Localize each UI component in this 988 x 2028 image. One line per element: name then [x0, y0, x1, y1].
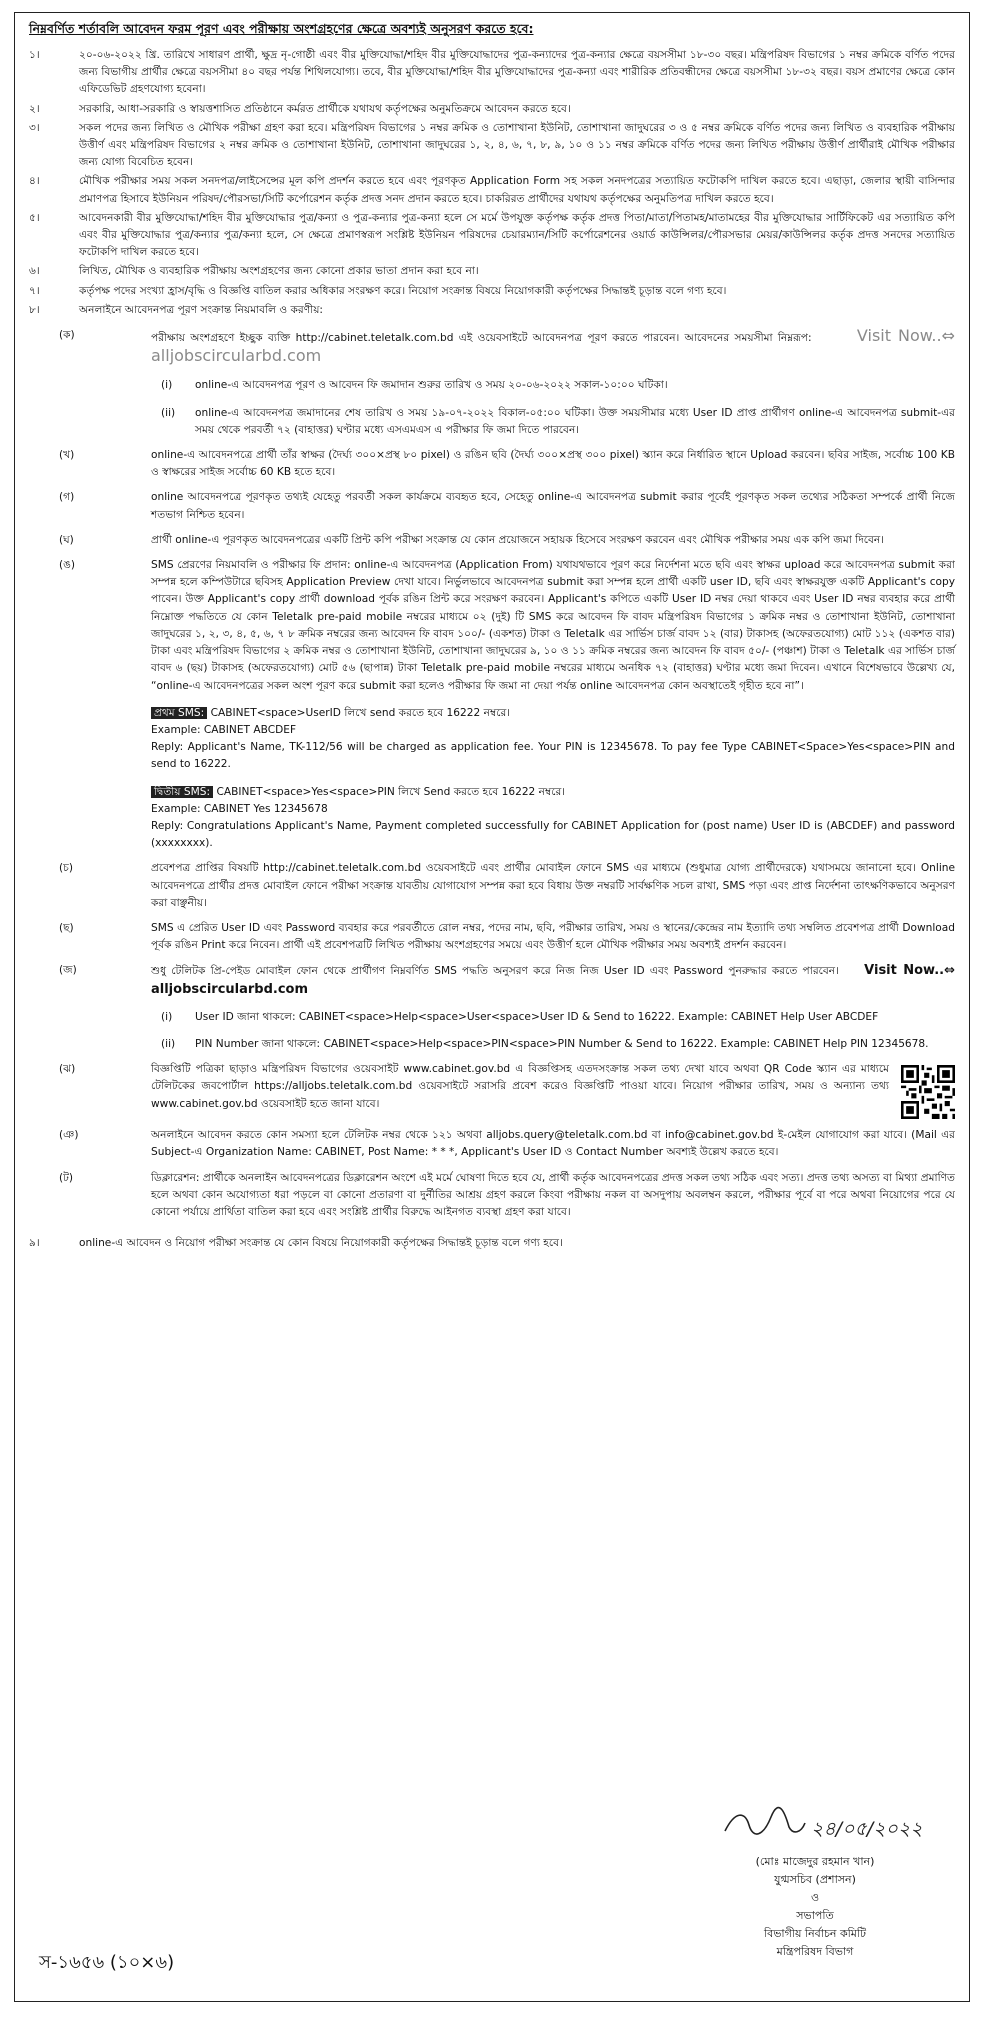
sub-item-kha: [29, 447, 955, 481]
signatory-committee: বিভাগীয় নির্বাচন কমিটি: [763, 1927, 867, 1940]
roman-label: (i): [161, 379, 173, 392]
watermark-text: Visit Now..⇔ alljobscircularbd.com: [151, 326, 955, 366]
sub-text: পরীক্ষায় অংশগ্রহণে ইচ্ছুক ব্যক্তি http://cabinet.teletalk.com.bd এই ওয়েবসাইটে আবেদনপত্র পূরণ করতে পারবেন। আবেদনের সময়সীমা নিম্নরূপ:: [151, 332, 812, 345]
sms-example: Example: CABINET Yes 12345678: [151, 802, 328, 815]
sub-label: (ঝ): [59, 1063, 76, 1076]
footer-code: স-১৬৫৬ (১০×৬): [39, 1952, 175, 1973]
list-item: [29, 283, 955, 300]
sub-text: অনলাইনে আবেদন করতে কোন সমস্যা হলে টেলিটক নম্বর থেকে ১২১ অথবা alljobs.query@teletalk.com.bd বা info@cabinet.gov.bd ই-মেইল যোগাযোগ করা যাবে। (Mail এর Subject-এ Organization Name: CABINET, Post Name: * * *, Applicant's User ID ও Contact Number অবশ্যই উল্লেখ করতে হবে।: [151, 1129, 955, 1159]
item-number: ৩।: [29, 121, 40, 134]
sub-item-chha: [29, 920, 955, 954]
watermark-text: Visit Now..⇔ alljobscircularbd.com: [151, 963, 955, 997]
signatory-designation: যুগ্মসচিব (প্রশাসন): [774, 1873, 856, 1886]
sub-item-ja: [29, 962, 955, 1053]
sub-text: প্রার্থী online-এ পূরণকৃত আবেদনপত্রের একটি প্রিন্ট কপি পরীক্ষা সংক্রান্ত যে কোন প্রয়োজনে সহায়ক হিসেবে সংরক্ষণ করবেন এবং মৌখিক পরীক্ষার সময় এক কপি জমা দিবেন।: [151, 533, 885, 546]
sub-item-jha: [29, 1061, 955, 1119]
sub-item-umo: [29, 557, 955, 852]
roman-text: online-এ আবেদনপত্র জমাদানের শেষ তারিখ ও সময় ১৯-০৭-২০২২ বিকাল-০৫:০০ ঘটিকা। উক্ত সময়সীমার মধ্যে User ID প্রাপ্ত প্রার্থীগণ online-এ আবেদনপত্র submit-এর সময় থেকে পরবর্তী ৭২ (বাহাত্তর) ঘণ্টার মধ্যে এসএমএস এ পরীক্ষার ফি জমা দিতে পারবেন।: [195, 406, 955, 436]
sms-example: Example: CABINET ABCDEF: [151, 723, 297, 736]
sub-text: শুধু টেলিটক প্রি-পেইড মোবাইল ফোন থেকে প্রার্থীগণ নিম্নবর্ণিত SMS পদ্ধতি অনুসরণ করে নিজ নিজ User ID এবং Password পুনরুদ্ধার করতে পারবেন।: [151, 965, 839, 978]
signature-date: ২৪/০৫/২০২২: [811, 1818, 923, 1840]
list-item: [29, 302, 955, 319]
item-text: সকল পদের জন্য লিখিত ও মৌখিক পরীক্ষা গ্রহণ করা হবে। মন্ত্রিপরিষদ বিভাগের ১ নম্বর ক্রমিক ও তোশাখানা ইউনিট, তোশাখানা জাদুঘরের ৩ ও ৫ নম্বর ক্রমিকে বর্ণিত পদের জন্য লিখিত ও ব্যবহারিক পরীক্ষায় উত্তীর্ণ এবং মন্ত্রিপরিষদ বিভাগের ২ নম্বর ক্রমিক ও তোশাখানা ইউনিট, তোশাখানা জাদুঘরের ১, ২, ৪, ৬, ৭, ৮, ৯, ১০ ও ১১ নম্বর ক্রমিকে বর্ণিত পদের জন্য লিখিত পরীক্ষায় উত্তীর্ণ প্রার্থীরাই মৌখিক পরীক্ষার জন্য যোগ্য বিবেচিত হবেন।: [79, 121, 955, 169]
handwritten-signature: [705, 1803, 925, 1847]
item-number: ৫।: [29, 211, 40, 224]
sub-label: (জ): [59, 964, 77, 977]
sub-label: (ঞ): [59, 1129, 79, 1142]
sub-label: (ঙ): [59, 559, 76, 572]
sub-item-cha: [29, 860, 955, 912]
sms-reply: Reply: Congratulations Applicant's Name, Payment completed successfully for CABINET Application for (post name) User ID is (ABCDEF) and password (xxxxxxxx).: [151, 819, 955, 850]
item-text: লিখিত, মৌখিক ও ব্যবহারিক পরীক্ষায় অংশগ্রহণের জন্য কোনো প্রকার ভাতা প্রদান করা হবে না।: [79, 265, 479, 278]
sub-item-gha: [29, 532, 955, 549]
item-text: আবেদনকারী বীর মুক্তিযোদ্ধা/শহিদ বীর মুক্তিযোদ্ধার পুত্র/কন্যা ও পুত্র-কন্যার পুত্র-কন্যা হলে সে মর্মে উপযুক্ত কর্তৃপক্ষ কর্তৃক প্রদত্ত পিতা/মাতা/পিতামহ/মাতামহের বীর মুক্তিযোদ্ধার সার্টিফিকেট এর সত্যায়িত কপি এবং বীর মুক্তিযোদ্ধার পুত্র/কন্যার পুত্র/কন্যা হলে, সে ক্ষেত্রে প্রমাণস্বরূপ সংশ্লিষ্ট ইউনিয়ন পরিষদের চেয়ারম্যান/সিটি কর্পোরেশনের ওয়ার্ড কাউন্সিলর/পৌরসভার মেয়র/কাউন্সিলর কর্তৃক প্রদত্ত সনদের সত্যায়িত ফটোকপি দাখিল করতে হবে।: [79, 211, 955, 259]
roman-text: online-এ আবেদনপত্র পূরণ ও আবেদন ফি জমাদান শুরুর তারিখ ও সময় ২০-০৬-২০২২ সকাল-১০:০০ ঘটিকা।: [195, 379, 668, 392]
roman-item: [151, 377, 955, 394]
sub-label: (গ): [59, 491, 75, 504]
item-text: কর্তৃপক্ষ পদের সংখ্যা হ্রাস/বৃদ্ধি ও বিজ্ঞপ্তি বাতিল করার অধিকার সংরক্ষণ করে। নিয়োগ সংক্রান্ত বিষয়ে নিয়োগকারী কর্তৃপক্ষের সিদ্ধান্তই চূড়ান্ত বলে গণ্য হবে।: [79, 284, 727, 297]
signatory-name: (মোঃ মাজেদুর রহমান খান): [755, 1855, 875, 1868]
sms-command: CABINET<space>Yes<space>PIN লিখে Send করতে হবে 16222 নম্বরে।: [216, 785, 566, 798]
sms-command: CABINET<space>UserID লিখে send করতে হবে 16222 নম্বরে।: [210, 706, 511, 719]
roman-item: [151, 1036, 955, 1053]
sub-text: SMS প্রেরণের নিয়মাবলি ও পরীক্ষার ফি প্রদান: online-এ আবেদনপত্র (Application From) যথাযথভাবে পূরণ করে নির্দেশনা মতে ছবি এবং স্বাক্ষর upload করে আবেদনপত্র submit করা সম্পন্ন হলে কম্পিউটারে ছবিসহ Application Preview দেখা যাবে। নির্ভুলভাবে আবেদনপত্র submit করা সম্পন্ন হলে প্রার্থী একটি user ID, ছবি এবং স্বাক্ষরযুক্ত একটি Applicant's copy পাবেন। উক্ত Applicant's copy প্রার্থী download পূর্বক রঙিন প্রিন্ট করে সংরক্ষণ করবেন। Applicant's কপিতে একটি User ID নম্বর দেয়া থাকবে এবং User ID নম্বর ব্যবহার করে প্রার্থী নিম্নোক্ত পদ্ধতিতে যে কোন Teletalk pre-paid mobile নম্বরের মাধ্যমে ০২ (দুই) টি SMS করে আবেদন ফি বাবদ মন্ত্রিপরিষদ বিভাগের ১ ক্রমিক নম্বর ও তোশাখানা ইউনিট, তোশাখানা জাদুঘরের ১, ২, ৩, ৪, ৫, ৬, ৭ ৮ ক্রমিক নম্বরের জন্য আবেদন ফি বাবদ ১০০/- (একশত) টাকা ও Teletalk এর সার্ভিস চার্জ বাবদ ১২ (বার) টাকাসহ (অফেরতযোগ্য) মোট ১১২ (একশত বার) টাকা এবং মন্ত্রিপরিষদ বিভাগের ২ ক্রমিক নম্বর ও তোশাখানা ইউনিট, তোশাখানা জাদুঘরের ৯, ১০ ও ১১ ক্রমিক নম্বরের জন্য আবেদন ফি বাবদ ৫০/- (পঞ্চাশ) টাকা ও Teletalk এর সার্ভিস চার্জ বাবদ ৬ (ছয়) টাকাসহ (অফেরতযোগ্য) মোট ৫৬ (ছাপান্ন) টাকা Teletalk pre-paid mobile নম্বরের মাধ্যমে অনধিক ৭২ (বাহাত্তর) ঘণ্টার মধ্যে জমা দিবেন। এখানে বিশেষভাবে উল্লেখ্য যে, “online-এ আবেদনপত্রের সকল অংশ পূরণ করে submit করা হলেও পরীক্ষার ফি জমা না দেয়া পর্যন্ত online আবেদনপত্র কোন অবস্থাতেই গৃহীত হবে না”।: [151, 559, 955, 692]
signatory-role: সভাপতি: [796, 1909, 834, 1922]
sub-item-ga: [29, 489, 955, 523]
list-item: [29, 263, 955, 280]
roman-item: [151, 405, 955, 439]
sub-label: (চ): [59, 862, 73, 875]
list-item: [29, 101, 955, 118]
item-text: মৌখিক পরীক্ষার সময় সকল সনদপত্র/লাইসেন্সের মূল কপি প্রদর্শন করতে হবে এবং পূরণকৃত Application Form সহ সকল সনদপত্রের সত্যায়িত ফটোকপি দাখিল করতে হবে। এছাড়া, জেলার স্থায়ী বাসিন্দার প্রমাণপত্র হিসাবে ইউনিয়ন পরিষদ/পৌরসভা/সিটি কর্পোরেশন কর্তৃক প্রদত্ত সনদ প্রদান করতে হবে। চাকরিরত প্রার্থীদের যথাযথ কর্তৃপক্ষের অনুমতিপত্র দাখিল করতে হবে।: [79, 175, 955, 205]
roman-text: PIN Number জানা থাকলে: CABINET<space>Help<space>PIN<space>PIN Number & Send to 16222. Example: CABINET Help PIN 12345678.: [195, 1037, 929, 1050]
sub-text: SMS এ প্রেরিত User ID এবং Password ব্যবহার করে পরবর্তীতে রোল নম্বর, পদের নাম, ছবি, পরীক্ষার তারিখ, সময় ও স্থানের/কেন্দ্রের নাম ইত্যাদি তথ্য সম্বলিত প্রবেশপত্র প্রার্থী Download পূর্বক রঙিন Print করে নিবেন। প্রার্থী এই প্রবেশপত্রটি লিখিত পরীক্ষায় অংশগ্রহণের সময়ে এবং উত্তীর্ণ হলে মৌখিক পরীক্ষার সময় অবশ্যই প্রদর্শন করবেন।: [151, 921, 955, 952]
item-number: ৮।: [29, 303, 40, 316]
sub-item-ka: [29, 327, 955, 439]
circular-page: [14, 12, 970, 2002]
sub-label: (ট): [59, 1171, 74, 1184]
list-item: [29, 1235, 955, 1252]
item-number: ১।: [29, 49, 40, 61]
item-number: ৬।: [29, 265, 40, 278]
item-number: ৭।: [29, 284, 40, 297]
sub-text: প্রবেশপত্র প্রাপ্তির বিষয়টি http://cabinet.teletalk.com.bd ওয়েবসাইটে এবং প্রার্থীর মোবাইল ফোনে SMS এর মাধ্যমে (শুধুমাত্র যোগ্য প্রার্থীদেরকে) যথাসময়ে জানানো হবে। Online আবেদনপত্রে প্রার্থীর প্রদত্ত মোবাইল ফোনে পরীক্ষা সংক্রান্ত যাবতীয় যোগাযোগ সম্পন্ন করা হবে বিধায় উক্ত নম্বরটি সার্বক্ষণিক সচল রাখা, SMS পড়া এবং প্রাপ্ত নির্দেশনা তাৎক্ষণিকভাবে অনুসরণ করা বাঞ্ছনীয়।: [151, 862, 955, 909]
sub-label: (ছ): [59, 921, 74, 934]
sms-second-block: [151, 784, 955, 853]
roman-label: (i): [161, 1010, 173, 1023]
sub-text: বিজ্ঞপ্তিটি পত্রিকা ছাড়াও মন্ত্রিপরিষদ বিভাগের ওয়েবসাইট www.cabinet.gov.bd এ বিজ্ঞপ্তিসহ এতদসংক্রান্ত সকল তথ্য দেখা যাবে অথবা QR Code স্ক্যান এর মাধ্যমে টেলিটকের জবপোর্টাল https://alljobs.teletalk.com.bd ওয়েবসাইটে সরাসরি প্রবেশ করেও বিজ্ঞপ্তিটি পাওয়া যাবে। নিয়োগ পরীক্ষার তারিখ, সময় ও অন্যান্য তথ্য www.cabinet.gov.bd ওয়েবসাইট হতে জানা যাবে।: [151, 1063, 889, 1110]
roman-text: User ID জানা থাকলে: CABINET<space>Help<space>User<space>User ID & Send to 16222. Example: CABINET Help User ABCDEF: [195, 1010, 879, 1023]
roman-item: [151, 1009, 955, 1026]
item-text: অনলাইনে আবেদনপত্র পূরণ সংক্রান্ত নিয়মাবলি ও করণীয়:: [79, 303, 323, 316]
sms-tag: দ্বিতীয় SMS:: [151, 786, 213, 798]
roman-label: (ii): [161, 406, 176, 419]
list-item: [29, 120, 955, 172]
sms-reply: Reply: Applicant's Name, TK-112/56 will be charged as application fee. Your PIN is 12345678. To pay fee Type CABINET<Space>Yes<space>PIN and send to 16222.: [151, 741, 955, 771]
list-item: [29, 210, 955, 262]
page-title: নিম্নবর্ণিত শর্তাবলি আবেদন ফরম পূরণ এবং পরীক্ষায় অংশগ্রহণের ক্ষেত্রে অবশ্যই অনুসরণ করতে হবে:: [29, 21, 534, 36]
sub-text: ডিক্লারেশন: প্রার্থীকে অনলাইন আবেদনপত্রের ডিক্লারেশন অংশে এই মর্মে ঘোষণা দিতে হবে যে, প্রার্থী কর্তৃক আবেদনপত্রের প্রদত্ত সকল তথ্য সঠিক এবং সত্য। প্রদত্ত তথ্য অসত্য বা মিথ্যা প্রমাণিত হলে অথবা কোন অযোগ্যতা ধরা পড়লে বা কোনো প্রতারণা বা দুর্নীতির আশ্রয় গ্রহণ করলে কিংবা পরীক্ষায় নকল বা অসদুপায় অবলম্বন করলে, পরীক্ষার পূর্বে বা পরে অথবা নিয়োগের পরে যে কোনো পর্যায়ে প্রার্থিতা বাতিল করা হবে এবং সংশ্লিষ্ট প্রার্থীর বিরুদ্ধে আইনগত ব্যবস্থা গ্রহণ করা যাবে।: [151, 1171, 955, 1218]
item-number: ৯।: [29, 1237, 40, 1250]
item-text: online-এ আবেদন ও নিয়োগ পরীক্ষা সংক্রান্ত যে কোন বিষয়ে নিয়োগকারী কর্তৃপক্ষের সিদ্ধান্তই চূড়ান্ত বলে গণ্য হবে।: [79, 1237, 563, 1250]
sub-item-ta: [29, 1170, 955, 1222]
sub-label: (ক): [59, 329, 75, 342]
roman-label: (ii): [161, 1037, 176, 1050]
qr-code-icon[interactable]: [901, 1065, 955, 1119]
signatory-and: ও: [810, 1891, 820, 1904]
sms-tag: প্রথম SMS:: [151, 707, 207, 719]
sms-first-block: [151, 705, 955, 774]
sub-text: online আবেদনপত্রে পূরণকৃত তথ্যই যেহেতু পরবর্তী সকল কার্যক্রমে ব্যবহৃত হবে, সেহেতু online-এ আবেদনপত্র submit করার পূর্বেই পূরণকৃত সকল তথ্যের সঠিকতা সম্পর্কে প্রার্থী নিজে শতভাগ নিশ্চিত হবেন।: [151, 491, 955, 521]
sub-label: (খ): [59, 449, 75, 462]
sub-label: (ঘ): [59, 533, 74, 546]
item-text: সরকারি, আধা-সরকারি ও স্বায়ত্তশাসিত প্রতিষ্ঠানে কর্মরত প্রার্থীকে যথাযথ কর্তৃপক্ষের অনুমতিক্রমে আবেদন করতে হবে।: [79, 102, 571, 115]
numbered-list: [29, 47, 955, 319]
list-item: [29, 47, 955, 99]
sub-item-nio: [29, 1127, 955, 1161]
signatory-department: মন্ত্রিপরিষদ বিভাগ: [776, 1945, 854, 1958]
item-text: ২০-০৬-২০২২ খ্রি. তারিখে সাধারণ প্রার্থী, ক্ষুদ্র নৃ-গোষ্ঠী এবং বীর মুক্তিযোদ্ধা/শহিদ বীর মুক্তিযোদ্ধাদের পুত্র-কন্যাদের পুত্র-কন্যার ক্ষেত্রে বয়সসীমা ১৮-৩০ বছর। মন্ত্রিপরিষদ বিভাগের ১ নম্বর ক্রমিকে বর্ণিত পদের জন্য বিভাগীয় প্রার্থীর ক্ষেত্রে বয়সসীমা ৪০ বছর পর্যন্ত শিথিলযোগ্য। তবে, বীর মুক্তিযোদ্ধা/শহিদ বীর মুক্তিযোদ্ধাদের পুত্র-কন্যা এবং শারীরিক প্রতিবন্ধীদের ক্ষেত্রে বয়সসীমা ১৮-৩২ বছর। বয়স প্রমাণের ক্ষেত্রে কোন এফিডেভিট গ্রহণযোগ্য হবেনা।: [79, 49, 955, 96]
item-number: ২।: [29, 102, 40, 115]
list-item: [29, 173, 955, 207]
sub-text: online-এ আবেদনপত্রে প্রার্থী তাঁর স্বাক্ষর (দৈর্ঘ্য ৩০০×প্রস্থ ৮০ pixel) ও রঙিন ছবি (দৈর্ঘ্য ৩০০×প্রস্থ ৩০০ pixel) স্ক্যান করে নির্ধারিত স্থানে Upload করবেন। ছবির সাইজ, সর্বোচ্চ 100 KB ও স্বাক্ষরের সাইজ সর্বোচ্চ 60 KB হতে হবে।: [151, 449, 955, 479]
item-number: ৪।: [29, 175, 40, 188]
signature-block: [695, 1803, 935, 1961]
